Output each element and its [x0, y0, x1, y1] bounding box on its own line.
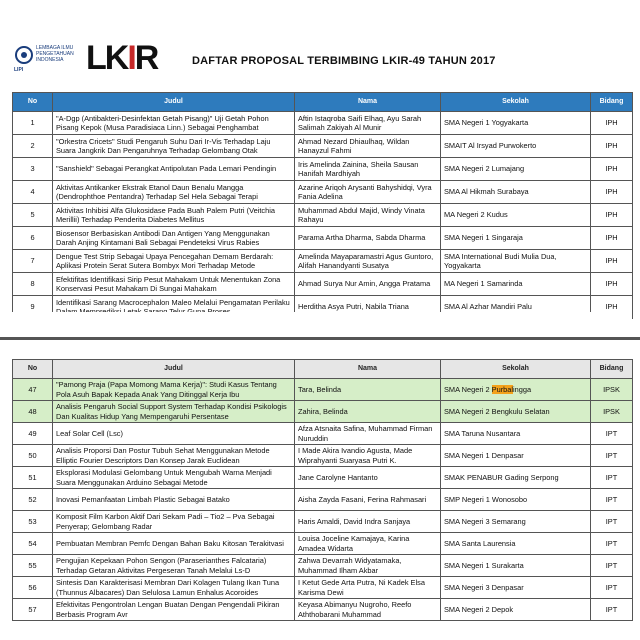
sekolah-text: SMAK PENABUR Gading Serpong: [444, 472, 559, 482]
row-bidang: IPH: [591, 112, 633, 135]
table-row: [13, 445, 633, 467]
lipi-logo-icon: [14, 45, 34, 65]
row-judul: "A-Dgp (Antibakteri-Desinfektan Getah Pisang)" Uji Getah Pohon Pisang Kepok (Musa Paradisiaca Linn.) Sebagai Penghambat: [53, 112, 295, 135]
row-bidang: IPH: [591, 158, 633, 181]
row-judul: Eksplorasi Modulasi Gelombang Untuk Mengubah Warna Menjadi Suara Menggunakan Arduino Sebagai Metode: [53, 467, 295, 489]
row-nama: Muhammad Abdul Majid, Windy Vinata Rahayu: [295, 204, 441, 227]
row-bidang: IPH: [591, 204, 633, 227]
row-nama: Azarine Ariqoh Arysanti Bahyshidqi, Vyra Fania Adelina: [295, 181, 441, 204]
proposal-table-bottom: [12, 359, 633, 621]
row-no: 56: [13, 577, 53, 599]
table-header-row: [13, 360, 633, 379]
row-judul: Pengujian Kepekaan Pohon Sengon (Paraserianthes Falcataria) Terhadap Getaran Aktivitas Pergeseran Tanah Melalui Ls-D: [53, 555, 295, 577]
row-bidang: IPT: [591, 511, 633, 533]
sekolah-text: ingga: [513, 384, 532, 394]
table-row: [13, 423, 633, 445]
col-bidang: Bidang: [591, 360, 633, 379]
row-no: 57: [13, 599, 53, 621]
row-no: 53: [13, 511, 53, 533]
row-nama: Iris Amelinda Zainina, Sheila Sausan Hanifah Mardhiyah: [295, 158, 441, 181]
page-header: [0, 35, 640, 90]
page-cut: [12, 312, 632, 336]
table-row: [13, 181, 633, 204]
row-sekolah: SMA Negeri 1 Yogyakarta: [441, 112, 591, 135]
table-row: [13, 158, 633, 181]
proposal-table-top: [12, 92, 633, 319]
sekolah-text: SMA Negeri 2 Bengkulu Selatan: [444, 406, 550, 416]
row-bidang: IPH: [591, 227, 633, 250]
row-bidang: IPH: [591, 273, 633, 296]
row-bidang: IPH: [591, 296, 633, 319]
row-nama: Louisa Joceline Kamajaya, Karina Amadea Widarta: [295, 533, 441, 555]
row-sekolah: [441, 423, 591, 445]
row-nama: Herditha Asya Putri, Nabila Triana: [295, 296, 441, 319]
row-judul: "Sanshield" Sebagai Perangkat Antipolutan Pada Lemari Pendingin: [53, 158, 295, 181]
row-nama: I Made Akira Ivandio Agusta, Made Wiprahyanti Suaryasa Putri K.: [295, 445, 441, 467]
table-row: [13, 401, 633, 423]
table-row: [13, 112, 633, 135]
row-judul: "Orkestra Cricets" Studi Pengaruh Suhu Dari Ir-Vis Terhadap Laju Suara Jangkrik Dan Pengaruhnya Terhadap Gelombang Otak: [53, 135, 295, 158]
row-judul: Analisis Proporsi Dan Postur Tubuh Sehat Menggunakan Metode Elliptic Fourier Descriptors Dan Konsep Jarak Euclidean: [53, 445, 295, 467]
row-bidang: IPH: [591, 250, 633, 273]
row-judul: "Pamong Praja (Papa Momong Mama Kerja)": Studi Kasus Tentang Pola Asuh Bapak Kepada Anak Yang Ditinggal Kerja Ibu: [53, 379, 295, 401]
row-judul: Pembuatan Membran Pemfc Dengan Bahan Baku Kitosan Terakitvasi: [53, 533, 295, 555]
col-nama: Nama: [295, 360, 441, 379]
lkir-logo: LKIR: [86, 39, 158, 77]
table-row: [13, 467, 633, 489]
row-sekolah: [441, 511, 591, 533]
col-judul: Judul: [53, 93, 295, 112]
row-no: 8: [13, 273, 53, 296]
row-bidang: IPSK: [591, 379, 633, 401]
table-row: [13, 511, 633, 533]
row-judul: Efektifitas Identifikasi Sirip Pesut Mahakam Untuk Menentukan Zona Konservasi Pesut Mahakam Di Sungai Mahakam: [53, 273, 295, 296]
row-no: 2: [13, 135, 53, 158]
row-bidang: IPT: [591, 423, 633, 445]
row-sekolah: [441, 599, 591, 621]
row-judul: Inovasi Pemanfaatan Limbah Plastic Sebagai Batako: [53, 489, 295, 511]
row-bidang: IPH: [591, 135, 633, 158]
table-row: [13, 555, 633, 577]
row-nama: Ahmad Nezard Dhiaulhaq, Wildan Hanayzul Fahmi: [295, 135, 441, 158]
sekolah-text: SMA Negeri 1 Surakarta: [444, 560, 524, 570]
row-judul: Komposit Film Karbon Aktif Dari Sekam Padi – Tio2 – Pva Sebagai Penyerap; Gelombang Radar: [53, 511, 295, 533]
sekolah-text: SMA Santa Laurensia: [444, 538, 516, 548]
row-sekolah: SMA Al Hikmah Surabaya: [441, 181, 591, 204]
row-no: 4: [13, 181, 53, 204]
lipi-name: LEMBAGA ILMU PENGETAHUAN INDONESIA: [36, 45, 74, 63]
row-judul: Leaf Solar Cell (Lsc): [53, 423, 295, 445]
row-nama: Aftin Istaqroba Saifi Elhaq, Ayu Sarah Salimah Zakiyah Al Munir: [295, 112, 441, 135]
row-bidang: IPT: [591, 533, 633, 555]
row-no: 6: [13, 227, 53, 250]
row-no: 50: [13, 445, 53, 467]
sekolah-text: SMA Negeri 1 Denpasar: [444, 450, 524, 460]
row-bidang: IPT: [591, 577, 633, 599]
row-nama: I Ketut Gede Arta Putra, Ni Kadek Elsa Karisma Dewi: [295, 577, 441, 599]
highlighted-text: Purbal: [491, 384, 514, 394]
sekolah-text: SMA Negeri 2 Depok: [444, 604, 514, 614]
row-judul: Aktivitas Inhibisi Alfa Glukosidase Pada Buah Palem Putri (Veitchia Merillii) Terhadap Penderita Diabetes Mellitus: [53, 204, 295, 227]
row-bidang: IPT: [591, 599, 633, 621]
row-sekolah: SMA Negeri 1 Singaraja: [441, 227, 591, 250]
row-sekolah: SMA Negeri 2 Lumajang: [441, 158, 591, 181]
col-no: No: [13, 93, 53, 112]
row-bidang: IPH: [591, 181, 633, 204]
row-no: 52: [13, 489, 53, 511]
row-judul: Aktivitas Antikanker Ekstrak Etanol Daun Benalu Mangga (Dendrophthoe Pentandra) Terhadap Sel Hela Sebagai Terapi: [53, 181, 295, 204]
row-sekolah: [441, 577, 591, 599]
row-no: 1: [13, 112, 53, 135]
row-judul: Analisis Pengaruh Social Support System Terhadap Kondisi Psikologis Dan Kualitas Hidup Yang Mempengaruhi Persentase: [53, 401, 295, 423]
table-row: [13, 533, 633, 555]
sekolah-text: SMA Negeri 3 Semarang: [444, 516, 526, 526]
page-divider: [0, 337, 640, 340]
row-no: 49: [13, 423, 53, 445]
row-nama: Zahwa Devarrah Widyatamaka, Muhammad Ilham Akbar: [295, 555, 441, 577]
row-nama: Aisha Zayda Fasani, Ferina Rahmasari: [295, 489, 441, 511]
row-nama: Amelinda Mayaparamastri Agus Guntoro, Alifah Hanandyanti Susatya: [295, 250, 441, 273]
row-bidang: IPT: [591, 489, 633, 511]
row-judul: Identifikasi Sarang Macrocephalon Maleo Melalui Pengamatan Perilaku: [53, 296, 295, 319]
row-sekolah: MA Negeri 1 Samarinda: [441, 273, 591, 296]
row-nama: Afza Atsnaita Safina, Muhammad Firman Nuruddin: [295, 423, 441, 445]
row-sekolah: [441, 555, 591, 577]
col-bidang: Bidang: [591, 93, 633, 112]
sekolah-text: SMA Taruna Nusantara: [444, 428, 521, 438]
table-row: [13, 489, 633, 511]
row-sekolah: [441, 445, 591, 467]
col-no: No: [13, 360, 53, 379]
table-body: [13, 379, 633, 621]
row-nama: Haris Amaldi, David Indra Sanjaya: [295, 511, 441, 533]
row-nama: Keyasa Abimanyu Nugroho, Reefo Aththobarani Muhammad: [295, 599, 441, 621]
row-bidang: IPT: [591, 445, 633, 467]
table-row: [13, 227, 633, 250]
table-row: [13, 599, 633, 621]
table-header-row: [13, 93, 633, 112]
table-row: [13, 379, 633, 401]
row-judul: Biosensor Berbasiskan Antibodi Dan Antigen Yang Menggunakan Darah Anjing Kintamani Bali Sebagai Pendeteksi Virus Rabies: [53, 227, 295, 250]
table-row: [13, 135, 633, 158]
table-row: [13, 577, 633, 599]
row-no: 54: [13, 533, 53, 555]
row-sekolah: SMA Al Azhar Mandiri Palu: [441, 296, 591, 319]
sekolah-text: SMA Negeri 3 Denpasar: [444, 582, 524, 592]
row-no: 48: [13, 401, 53, 423]
sekolah-text: SMA Negeri 2: [444, 384, 492, 394]
row-sekolah: MA Negeri 2 Kudus: [441, 204, 591, 227]
row-nama: Zahira, Belinda: [295, 401, 441, 423]
row-nama: Tara, Belinda: [295, 379, 441, 401]
table-row: [13, 204, 633, 227]
row-sekolah: [441, 533, 591, 555]
sekolah-text: SMP Negeri 1 Wonosobo: [444, 494, 528, 504]
row-no: 7: [13, 250, 53, 273]
row-no: 47: [13, 379, 53, 401]
row-sekolah: SMA International Budi Mulia Dua, Yogyakarta: [441, 250, 591, 273]
lipi-abbr: LIPI: [14, 67, 24, 73]
row-no: 51: [13, 467, 53, 489]
row-nama: Ahmad Surya Nur Amin, Angga Pratama: [295, 273, 441, 296]
row-no: 3: [13, 158, 53, 181]
table-body: [13, 112, 633, 319]
row-judul: Sintesis Dan Karakterisasi Membran Dari Kolagen Tulang Ikan Tuna (Thunnus Albacares) Dan Selulosa Lamun Enhalus Acoroides: [53, 577, 295, 599]
table-row: [13, 250, 633, 273]
table-row: [13, 273, 633, 296]
row-nama: Jane Carolyne Hantanto: [295, 467, 441, 489]
row-sekolah: [441, 401, 591, 423]
row-judul: Dengue Test Strip Sebagai Upaya Pencegahan Demam Berdarah: Aplikasi Protein Serat Sutera Bombyx Mori Terhadap Metode: [53, 250, 295, 273]
row-sekolah: SMAIT Al Irsyad Purwokerto: [441, 135, 591, 158]
row-no: 55: [13, 555, 53, 577]
col-sekolah: Sekolah: [441, 360, 591, 379]
row-no: 9: [13, 296, 53, 319]
row-bidang: IPSK: [591, 401, 633, 423]
row-judul: Efektivitas Pengontrolan Lengan Buatan Dengan Pengendali Pikiran Berbasis Program Avr: [53, 599, 295, 621]
row-sekolah: [441, 467, 591, 489]
page-title: DAFTAR PROPOSAL TERBIMBING LKIR-49 TAHUN 2017: [192, 55, 496, 67]
col-sekolah: Sekolah: [441, 93, 591, 112]
col-judul: Judul: [53, 360, 295, 379]
row-nama: Parama Artha Dharma, Sabda Dharma: [295, 227, 441, 250]
col-nama: Nama: [295, 93, 441, 112]
row-sekolah: [441, 489, 591, 511]
row-bidang: IPT: [591, 555, 633, 577]
row-sekolah: [441, 379, 591, 401]
row-no: 5: [13, 204, 53, 227]
row-bidang: IPT: [591, 467, 633, 489]
